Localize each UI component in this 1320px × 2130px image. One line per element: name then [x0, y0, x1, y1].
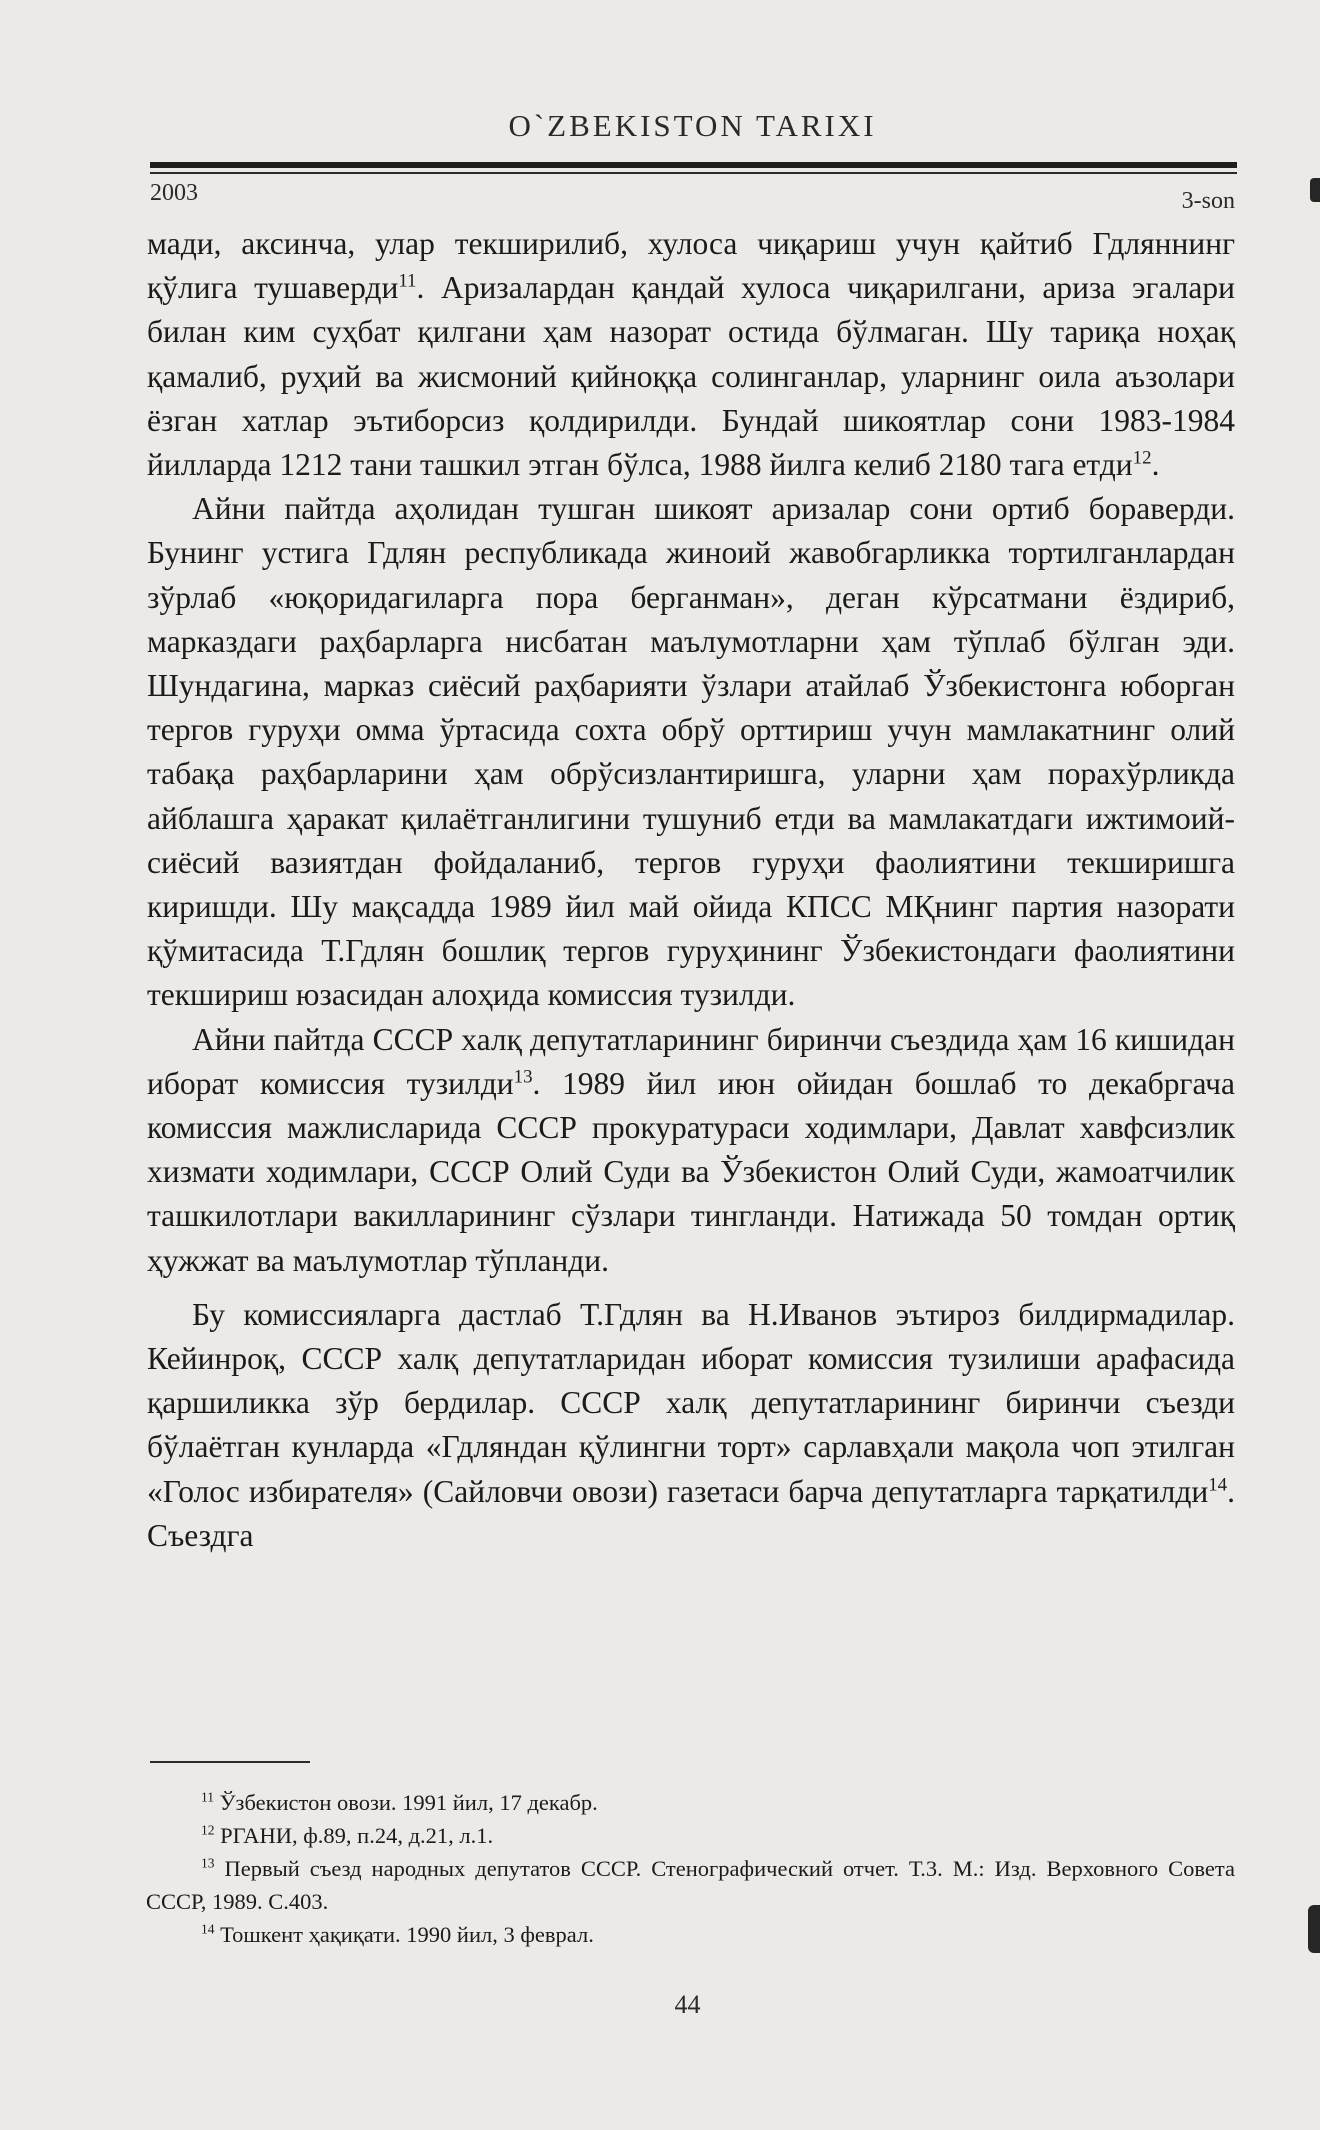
footnote-text: Тошкент ҳақиқати. 1990 йил, 3 феврал.: [214, 1922, 594, 1947]
binding-clip-bottom: [1308, 1905, 1320, 1953]
footnote-number: 13: [201, 1855, 215, 1871]
paragraph-3-text-b: . 1989 йил июн ойидан бошлаб то декабргача комиссия мажлисларида СССР прокуратураси ходимлари, Давлат хавфсизлик хизмати ходимлари, СССР Олий Суди ва Ўзбекистон Олий Суди, жамоатчилик ташкилотлари вакилларининг сўзлари тингланди. Натижада 50 томдан ортиқ ҳужжат ва маълумотлар тўпланди.: [147, 1065, 1235, 1278]
journal-title: O`ZBEKISTON TARIXI: [508, 108, 877, 143]
footnote-13: [146, 1852, 1235, 1918]
issue-number: 3-son: [1181, 188, 1235, 214]
article-body: [147, 222, 1235, 1558]
paragraph-4-text-b: . Съездга: [147, 1473, 1235, 1553]
paragraph-1-text-c: .: [1151, 447, 1160, 483]
paragraph-4-text-a: Бу комиссияларга дастлаб Т.Гдлян ва Н.Иванов эътироз билдирмадилар. Кейинроқ, СССР халқ депутатларидан иборат комиссия тузилиши арафасида қаршиликка зўр бердилар. СССР халқ депутатларининг биринчи съезди бўлаётган кунларда «Гдляндан қўлингни торт» сарлавҳали мақола чоп этилган «Голос избирателя» (Сайловчи овози) газетаси барча депутатларга тарқатилди: [147, 1296, 1235, 1509]
paragraph-1: [147, 222, 1235, 487]
paragraph-1-text-b: . Аризалардан қандай хулоса чиқарилгани, ариза эгалари билан ким суҳбат қилгани ҳам назорат остида бўлмаган. Шу тариқа ноҳақ қамалиб, руҳий ва жисмоний қийноққа солинганлар, уларнинг оила аъзолари ёзган хатлар эътиборсиз қолдирилди. Бундай шикоятлар сони 1983-1984 йилларда 1212 тани ташкил этган бўлса, 1988 йилга келиб 2180 тага етди: [147, 270, 1235, 483]
footnote-12: [146, 1819, 1235, 1852]
footnote-text: Ўзбекистон овози. 1991 йил, 17 декабр.: [214, 1790, 598, 1815]
page-number: 44: [674, 1990, 701, 2019]
paragraph-1-text-a: мади, аксинча, улар текширилиб, хулоса чиқариш учун қайтиб Гдляннинг қўлига тушаверди: [147, 226, 1235, 306]
paragraph-3-text-a: Айни пайтда СССР халқ депутатларининг биринчи съездида ҳам 16 кишидан иборат комиссия тузилди: [147, 1021, 1235, 1101]
footnote-text: Первый съезд народных депутатов СССР. Стенографический отчет. Т.3. М.: Изд. Верховного Совета СССР, 1989. С.403.: [146, 1856, 1235, 1914]
footnote-text: РГАНИ, ф.89, п.24, д.21, л.1.: [214, 1823, 494, 1848]
footnote-number: 11: [201, 1789, 214, 1805]
footnote-number: 14: [201, 1921, 215, 1937]
footnote-separator: [150, 1761, 310, 1763]
footnote-11: [146, 1786, 1235, 1819]
footnotes: [146, 1786, 1235, 1951]
paragraph-2: Айни пайтда аҳолидан тушган шикоят аризалар сони ортиб бораверди. Бунинг устига Гдлян республикада жиноий жавобгарликка тортилганлардан зўрлаб «юқоридагиларга пора берганман», деган кўрсатмани ёздириб, марказдаги раҳбарларга нисбатан маълумотларни ҳам тўплаб бўлган эди. Шундагина, марказ сиёсий раҳбарияти ўзлари атайлаб Ўзбекистонга юборган тергов гуруҳи омма ўртасида сохта обрў орттириш учун мамлакатнинг олий табақа раҳбарларини ҳам обрўсизлантиришга, уларни ҳам порахўрликда айблашга ҳаракат қилаётганлигини тушуниб етди ва мамлакатдаги ижтимоий-сиёсий вазиятдан фойдаланиб, тергов гуруҳи фаолиятини текширишга киришди. Шу мақсадда 1989 йил май ойида КПСС МҚнинг партия назорати қўмитасида Т.Гдлян бошлиқ тергов гуруҳининг Ўзбекистондаги фаолиятини текшириш юзасидан алоҳида комиссия тузилди.: [147, 491, 1235, 1013]
binding-clip-top: [1310, 178, 1320, 202]
paragraph-3: [147, 1018, 1235, 1283]
footnote-number: 12: [201, 1822, 215, 1838]
footnote-ref-12: 12: [1132, 447, 1152, 469]
paragraph-4: [147, 1293, 1235, 1558]
header-rule-thin: [150, 172, 1237, 174]
footnote-14: [146, 1918, 1235, 1951]
footnote-ref-11: 11: [398, 270, 417, 292]
header-rule-thick: [150, 162, 1237, 168]
footnote-ref-14: 14: [1208, 1474, 1228, 1496]
footnote-ref-13: 13: [513, 1066, 533, 1088]
issue-year: 2003: [150, 180, 198, 206]
